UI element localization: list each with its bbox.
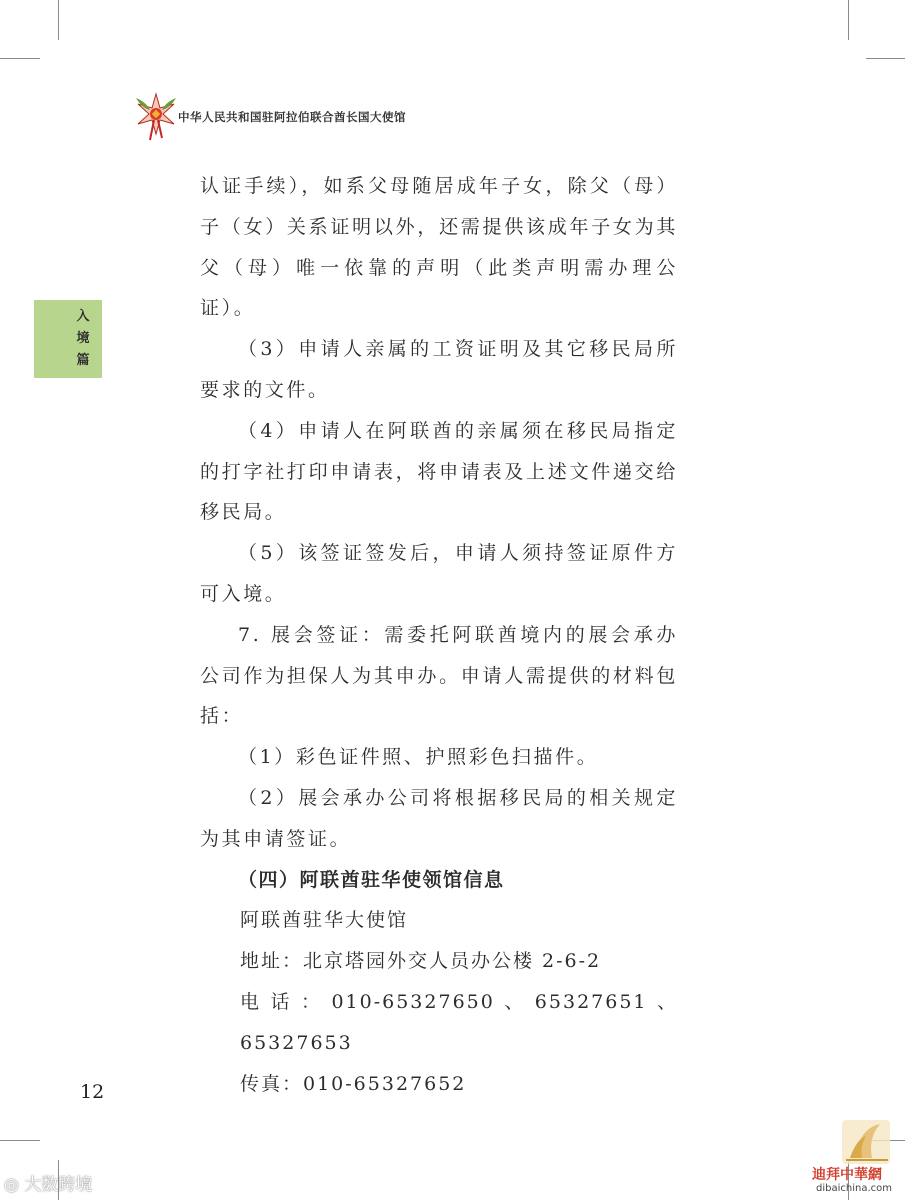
page-number: 12 bbox=[80, 1081, 105, 1103]
watermark-logo-icon: ◎ bbox=[4, 1175, 25, 1195]
section-heading: （四）阿联酋驻华使领馆信息 bbox=[238, 868, 505, 891]
side-tab-label: 入境篇 bbox=[76, 309, 90, 368]
paragraph: 认证手续），如系父母随居成年子女，除父（母）子（女）关系证明以外，还需提供该成年子女为其父（母）唯一依靠的声明（此类声明需办理公证）。 bbox=[200, 175, 678, 320]
crop-mark bbox=[0, 58, 40, 59]
header-title: 中华人民共和国驻阿拉伯联合酋长国大使馆 bbox=[178, 110, 406, 124]
embassy-address: 地址：北京塔园外交人员办公楼 2-6-2 bbox=[240, 950, 602, 973]
crop-mark bbox=[0, 1140, 40, 1141]
watermark-right-title: 迪拜中華網 bbox=[812, 1167, 882, 1183]
crop-mark bbox=[866, 58, 905, 59]
body-text bbox=[200, 166, 678, 1104]
paragraph: （4）申请人在阿联酋的亲属须在移民局指定的打字社打印申请表，将申请表及上述文件递交给移民局。 bbox=[200, 419, 678, 524]
embassy-fax: 传真：010-65327652 bbox=[240, 1072, 467, 1095]
chinese-knot-flower-icon bbox=[132, 90, 180, 142]
paragraph: （1）彩色证件照、护照彩色扫描件。 bbox=[238, 746, 599, 769]
embassy-name: 阿联酋驻华大使馆 bbox=[240, 909, 409, 932]
crop-mark bbox=[848, 0, 849, 40]
watermark-left bbox=[4, 1170, 92, 1195]
paragraph: （5）该签证签发后，申请人须持签证原件方可入境。 bbox=[200, 542, 678, 605]
crop-mark bbox=[58, 0, 59, 40]
watermark-right-url: dibaichina.com bbox=[816, 1183, 892, 1194]
embassy-phone: 电话：010-65327650、65327651、65327653 bbox=[240, 990, 678, 1054]
paragraph: （3）申请人亲属的工资证明及其它移民局所要求的文件。 bbox=[200, 338, 678, 401]
paragraph: （2）展会承办公司将根据移民局的相关规定为其申请签证。 bbox=[200, 786, 678, 850]
paragraph: 7. 展会签证：需委托阿联酋境内的展会承办公司作为担保人为其申办。申请人需提供的材料包括： bbox=[200, 623, 678, 728]
page-header bbox=[120, 86, 440, 146]
watermark-left-text: 大数跨境 bbox=[24, 1175, 93, 1195]
